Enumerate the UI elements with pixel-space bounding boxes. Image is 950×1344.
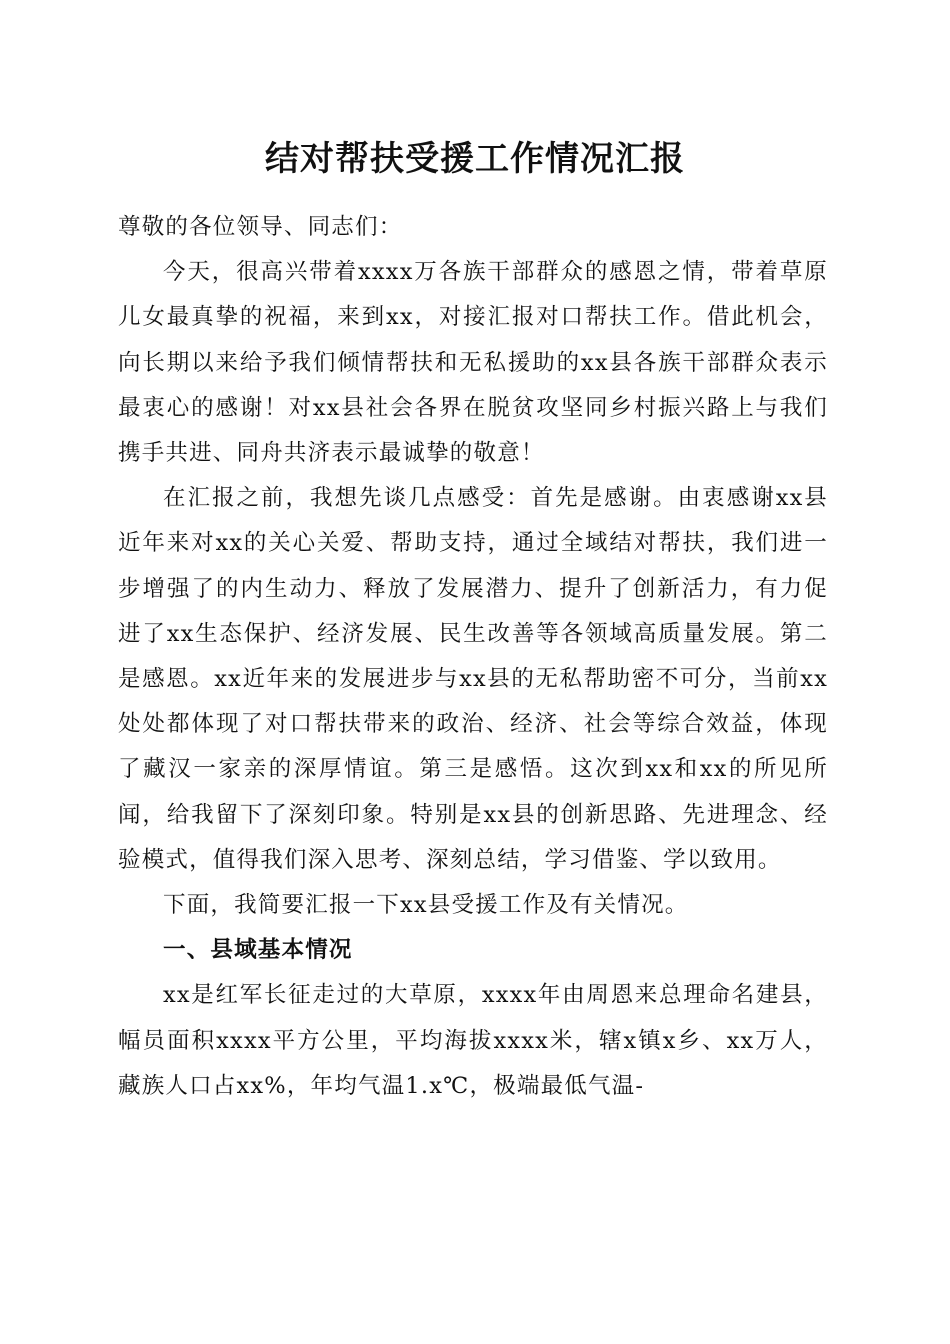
paragraph-feelings: 在汇报之前，我想先谈几点感受：首先是感谢。由衷感谢xx县近年来对xx的关心关爱、帮助支持，通过全域结对帮扶，我们进一步增强了的内生动力、释放了发展潜力、提升了创新活力，有力促进了xx生态保护、经济发展、民生改善等各领域高质量发展。第二是感恩。xx近年来的发展进步与xx县的无私帮助密不可分，当前xx处处都体现了对口帮扶带来的政治、经济、社会等综合效益，体现了藏汉一家亲的深厚情谊。第三是感悟。这次到xx和xx的所见所闻，给我留下了深刻印象。特别是xx县的创新思路、先进理念、经验模式，值得我们深入思考、深刻总结，学习借鉴、学以致用。 bbox=[118, 485, 828, 873]
salutation: 尊敬的各位领导、同志们： bbox=[118, 214, 403, 240]
section-heading: 一、县域基本情况 bbox=[163, 937, 353, 964]
document-title: 结对帮扶受援工作情况汇报 bbox=[265, 139, 685, 179]
paragraph-county-overview: xx是红军长征走过的大草原，xxxx年由周恩来总理命名建县，幅员面积xxxx平方公里，平均海拔xxxx米，辖x镇x乡、xx万人，藏族人口占xx%，年均气温1.x℃，极端最低气温- bbox=[118, 982, 828, 1099]
document-body bbox=[118, 205, 828, 1109]
paragraph-intro: 今天，很高兴带着xxxx万各族干部群众的感恩之情，带着草原儿女最真挚的祝福，来到xx，对接汇报对口帮扶工作。借此机会，向长期以来给予我们倾情帮扶和无私援助的xx县各族干部群众表示最衷心的感谢！对xx县社会各界在脱贫攻坚同乡村振兴路上与我们携手共进、同舟共济表示最诚挚的敬意！ bbox=[118, 259, 828, 467]
paragraph-transition: 下面，我简要汇报一下xx县受援工作及有关情况。 bbox=[163, 892, 689, 919]
